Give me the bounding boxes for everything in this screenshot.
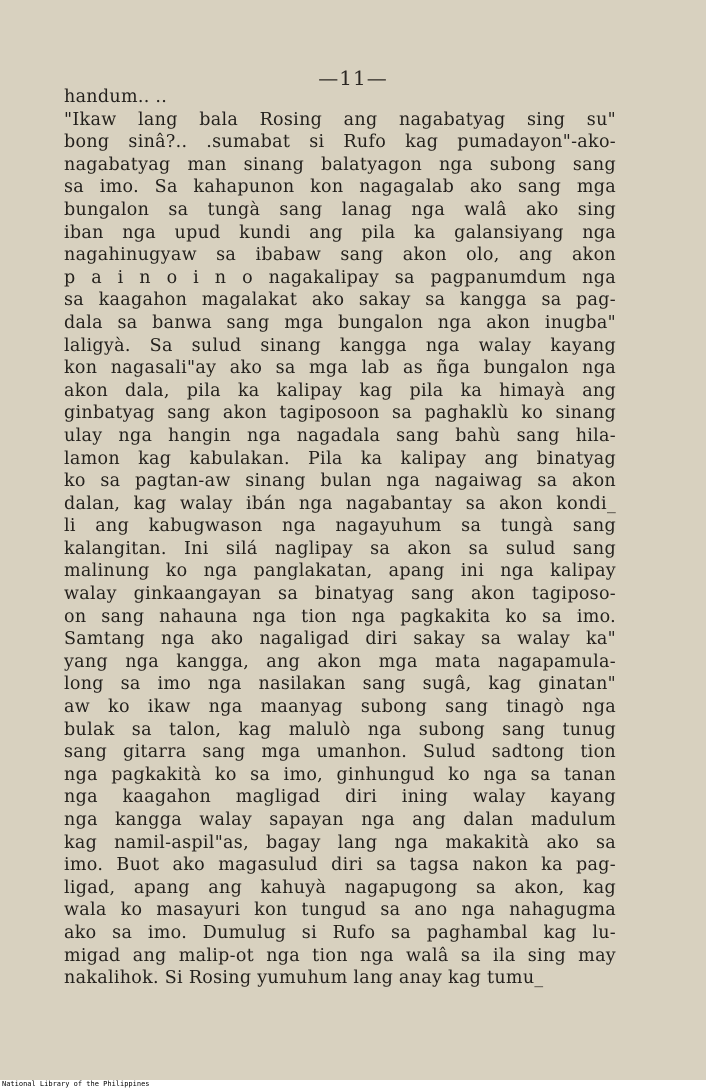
text-line: kalangitan. Ini silá naglipay sa akon sa sulud sang [64,538,616,559]
text-line: kag namil-aspil"as, bagay lang nga makakità ako sa [64,832,616,853]
text-line: aw ko ikaw nga maanyag subong sang tinagò nga [64,697,616,718]
text-line: dalan, kag walay ibán nga nagabantay sa akon kondi_ [64,493,616,514]
text-line: iban nga upud kundi ang pila ka galansiyang nga [64,222,616,243]
body-text [64,86,616,990]
text-line: long sa imo nga nasilakan sang sugâ, kag ginatan" [64,674,616,695]
text-line: dala sa banwa sang mga bungalon nga akon inugba" [64,312,616,333]
text-line: sa kaagahon magalakat ako sakay sa kangga sa pag- [64,290,616,311]
text-line: malinung ko nga panglakatan, apang ini nga kalipay [64,561,616,582]
text-line: lamon kag kabulakan. Pila ka kalipay ang binatyag [64,448,616,469]
text-line: ko sa pagtan-aw sinang bulan nga nagaiwag sa akon [64,471,616,492]
text-line: on sang nahauna nga tion nga pagkakita ko sa imo. [64,606,616,627]
text-line: bong sinâ?.. .sumabat si Rufo kag pumadayon"-ako- [64,132,616,153]
text-line: sa imo. Sa kahapunon kon nagagalab ako sang mga [64,177,616,198]
text-line: laligyà. Sa sulud sinang kangga nga walay kayang [64,335,616,356]
text-line: ako sa imo. Dumulug si Rufo sa paghambal kag lu- [64,922,616,943]
text-line: ginbatyag sang akon tagiposoon sa paghaklù ko sinang [64,403,616,424]
footer-credit: National Library of the Philippines [2,1080,150,1088]
text-line: ligad, apang ang kahuyà nagapugong sa akon, kag [64,877,616,898]
text-line: wala ko masayuri kon tungud sa ano nga nahagugma [64,900,616,921]
text-line: handum.. .. [64,87,168,107]
text-line: kon nagasali"ay ako sa mga lab as ñga bungalon nga [64,358,616,379]
text-line: akon dala, pila ka kalipay kag pila ka himayà ang [64,380,616,401]
text-line: nakalihok. Si Rosing yumuhum lang anay kag tumu_ [64,968,544,989]
text-line: walay ginkaangayan sa binatyag sang akon tagiposo- [64,584,616,605]
text-line: ulay nga hangin nga nagadala sang bahù sang hila- [64,425,616,446]
page-number: —11— [318,66,388,90]
text-line: nga kangga walay sapayan nga ang dalan madulum [64,810,616,830]
text-line: li ang kabugwason nga nagayuhum sa tungà sang [64,516,616,537]
text-line: "Ikaw lang bala Rosing ang nagabatyag sing su" [64,109,616,130]
text-line: bungalon sa tungà sang lanag nga walâ ako sing [64,199,616,220]
text-line: imo. Buot ako magasulud diri sa tagsa nakon ka pag- [64,855,616,876]
text-line: bulak sa talon, kag malulò nga subong sang tunug [64,719,616,740]
text-line: migad ang malip-ot nga tion nga walâ sa ila sing may [64,945,616,966]
text-line: yang nga kangga, ang akon mga mata nagapamula- [64,651,616,672]
text-line: nagahinugyaw sa ibabaw sang akon olo, ang akon [64,245,616,266]
text-line: p a i n o i n o nagakalipay sa pagpanumdum nga [64,267,616,288]
text-line: nagabatyag man sinang balatyagon nga subong sang [64,154,616,175]
text-line: nga kaagahon magligad diri ining walay kayang [64,787,616,808]
text-line: Samtang nga ako nagaligad diri sakay sa walay ka" [64,629,616,650]
text-line: nga pagkakità ko sa imo, ginhungud ko nga sa tanan [64,764,616,785]
text-line: sang gitarra sang mga umanhon. Sulud sadtong tion [64,742,616,763]
